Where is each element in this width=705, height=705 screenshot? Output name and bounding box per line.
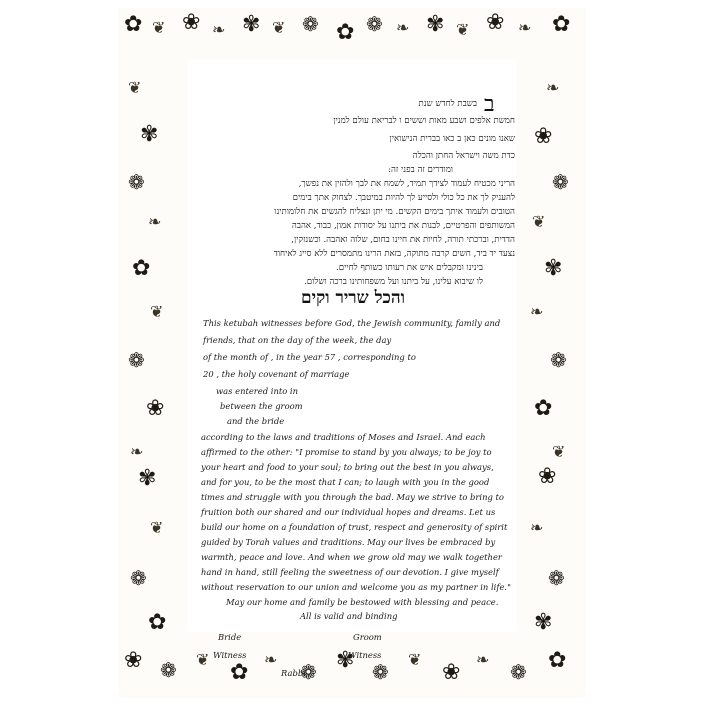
leaf-icon: ❦ <box>196 650 210 669</box>
english-line: hand in hand, still feeling the sweetness of our devotion. I give myself <box>201 567 499 577</box>
rose-icon: ✾ <box>336 648 355 673</box>
ribbon-icon: ❁ <box>552 170 569 194</box>
leaf-icon: ❦ <box>128 78 142 97</box>
hebrew-line: הריני מכטיח לעמוד לצידך תמיד, לשמח את לבך ולהזין את נפשך, <box>298 179 515 189</box>
ribbon-icon: ❁ <box>550 348 567 372</box>
english-line: This ketubah witnesses before God, the Jewish community, family and <box>203 318 501 328</box>
rose-icon: ✿ <box>148 610 167 635</box>
english-line: and for you, to be the most that I can; to laugh with you in the good <box>201 477 490 487</box>
english-line: warmth, peace and love. And when we grow old may we walk together <box>201 552 502 562</box>
leaf-icon: ❧ <box>518 18 532 37</box>
rose-icon: ✿ <box>534 396 553 421</box>
english-line: was entered into in <box>216 386 298 396</box>
ribbon-icon: ❁ <box>302 12 319 36</box>
english-line: between the groom <box>220 401 303 411</box>
rose-icon: ❀ <box>442 660 461 685</box>
signature-label-witness: Witness <box>348 650 382 660</box>
ribbon-icon: ❁ <box>128 170 145 194</box>
leaf-icon: ❧ <box>530 302 544 321</box>
hebrew-headline: והכל שריר וקים <box>301 288 405 308</box>
leaf-icon: ❦ <box>272 18 286 37</box>
rose-icon: ❀ <box>486 10 505 35</box>
rose-icon: ✿ <box>124 12 143 37</box>
hebrew-line: המשותפים והפרטיים, לבנות את ביתנו על יסודות אמון, כבוד, אהבה <box>291 221 515 231</box>
ribbon-icon: ❁ <box>510 660 527 684</box>
english-line: guided by Torah values and traditions. May our lives be embraced by <box>201 537 496 547</box>
rose-icon: ❀ <box>124 648 143 673</box>
leaf-icon: ❦ <box>150 518 164 537</box>
english-line: times and struggle with you through the bad. May we strive to bring to <box>201 492 504 502</box>
hebrew-line: שאנו מונים כאן ב כאו בברית הנישואין <box>389 134 515 144</box>
english-line: May our home and family be bestowed with blessing and peace. <box>226 597 499 607</box>
english-line: affirmed to the other: "I promise to stand by you always; to be joy to <box>201 447 492 457</box>
english-line: All is valid and binding <box>300 611 398 621</box>
english-line: build our home on a foundation of trust, respect and generosity of spirit <box>201 522 508 532</box>
english-line: friends, that on the day of the week, the day <box>203 335 392 345</box>
rose-icon: ✾ <box>544 256 563 281</box>
hebrew-line: נצעד יד ביד, חשים קרבה מתוקה, בזאת הרינו מתמסרים ללא סייג לאיחוד <box>273 249 515 259</box>
rose-icon: ✾ <box>140 122 159 147</box>
hebrew-line: בינינו ומקבלים איש את רעותו כשותף לחיים. <box>336 263 483 273</box>
rose-icon: ✿ <box>336 20 355 45</box>
leaf-icon: ❦ <box>408 650 422 669</box>
rose-icon: ❀ <box>534 124 553 149</box>
leaf-icon: ❦ <box>150 302 164 321</box>
leaf-icon: ❧ <box>130 442 144 461</box>
signature-label-rabbi: Rabbi <box>281 668 306 678</box>
ribbon-icon: ❁ <box>366 12 383 36</box>
english-line: according to the laws and traditions of Moses and Israel. And each <box>201 432 486 442</box>
rose-icon: ❀ <box>146 396 165 421</box>
signature-label-groom: Groom <box>353 632 382 642</box>
hebrew-line: בשבת לחדש שנת <box>418 99 477 109</box>
signature-label-witness: Witness <box>213 650 247 660</box>
ribbon-icon: ❁ <box>160 658 177 682</box>
rose-icon: ❀ <box>182 10 201 35</box>
english-line: and the bride <box>227 416 285 426</box>
hebrew-line: להעניק לך את כל כולי ולסייע לך להיות במיטבך. לצחוק אתך בימים <box>292 193 515 203</box>
leaf-icon: ❧ <box>396 18 410 37</box>
leaf-icon: ❦ <box>152 18 166 37</box>
rose-icon: ✿ <box>230 660 249 685</box>
ribbon-icon: ❁ <box>130 566 147 590</box>
rose-icon: ✾ <box>426 12 445 37</box>
leaf-icon: ❧ <box>212 20 226 39</box>
rose-icon: ✾ <box>534 610 553 635</box>
english-line: your heart and food to your soul; to bring out the best in you always, <box>201 462 494 472</box>
leaf-icon: ❧ <box>476 650 490 669</box>
english-line: without reservation to our union and welcome you as my partner in life." <box>201 582 511 592</box>
ribbon-icon: ❁ <box>548 566 565 590</box>
leaf-icon: ❧ <box>546 78 560 97</box>
rose-icon: ✾ <box>242 12 261 37</box>
hebrew-line: לו שיבוא עלינו, על ביתנו ועל משפחותינו ברכה ושלום. <box>304 277 483 287</box>
hebrew-line: ומודרים זה בפני זה: <box>388 165 453 175</box>
hebrew-line: חמשת אלפים ושבע מאות וששים ו לבריאת עולם למנין <box>333 116 515 126</box>
rose-icon: ✿ <box>548 648 567 673</box>
rose-icon: ❀ <box>538 464 557 489</box>
rose-icon: ✿ <box>552 12 571 37</box>
english-line: fruition both our shared and our individual hopes and dreams. Let us <box>201 507 496 517</box>
english-line: of the month of , in the year 57 , corresponding to <box>203 352 416 362</box>
leaf-icon: ❧ <box>148 212 162 231</box>
hebrew-line: הדדית, וברכתי תורה, לחיות את חיינו בחום, שלוה ואהבה. וכשנזקין, <box>291 235 515 245</box>
ribbon-icon: ❁ <box>372 660 389 684</box>
hebrew-line: כדת משה וישראל החתן והכלה <box>412 151 515 161</box>
ribbon-icon: ❁ <box>128 348 145 372</box>
hebrew-initial-letter: ב <box>484 92 495 117</box>
english-line: 20 , the holy covenant of marriage <box>203 369 350 379</box>
leaf-icon: ❧ <box>264 650 278 669</box>
hebrew-line: הטובים ולעמוד איתך בימים הקשים. מי יתן ונצליח להגשים את חלומותינו <box>274 207 515 217</box>
signature-label-bride: Bride <box>218 632 242 642</box>
rose-icon: ✿ <box>132 256 151 281</box>
leaf-icon: ❦ <box>552 442 566 461</box>
rose-icon: ✾ <box>138 466 157 491</box>
leaf-icon: ❧ <box>530 518 544 537</box>
leaf-icon: ❦ <box>532 212 546 231</box>
ribbon-icon: ❁ <box>300 660 317 684</box>
leaf-icon: ❦ <box>456 20 470 39</box>
